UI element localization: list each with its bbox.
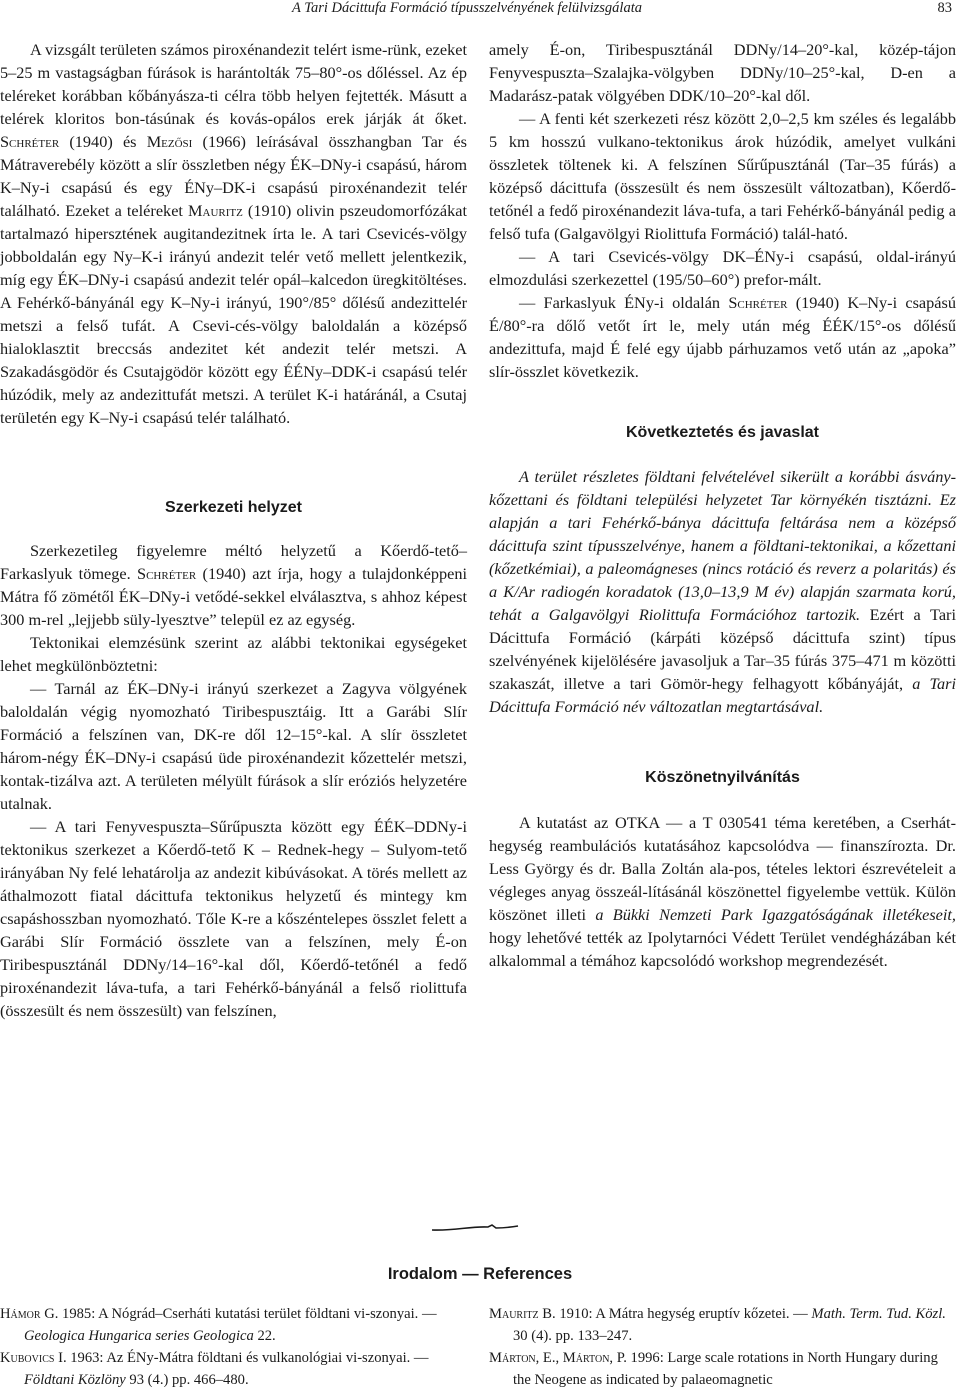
- paragraph-continued: amely É-on, Tiribespusztánál DDNy/14–20°-kal, közép-tájon Fenyvespuszta–Szalajka-völgyben DDNy/10–25°-kal, D-en a Madarász-patak völgyében DDK/10–20°-kal dől.: [489, 40, 956, 105]
- paragraph-structural-intro: [0, 539, 467, 631]
- italic-span: a Tari Dácittufa Formáció név változatlan megtartásával.: [489, 674, 956, 716]
- text-span: (1940) azt írja, hogy a tulajdonképpeni Mátra fő zömétől ÉK–DNy-i vetődé-sekkel elválasztva, s ahhoz képest 300 m-rel „lejjebb süly-lyesztve” települ ez az egység.: [0, 564, 468, 629]
- ref-tail: 22.: [253, 1328, 276, 1344]
- ref-text: 1985: A Nógrád–Cserháti kutatási terület földtani vi-szonyai. —: [58, 1306, 437, 1322]
- text-span: (1940) és: [59, 132, 147, 151]
- paragraph-tectonic-units: Tektonikai elemzésünk szerint az alábbi tektonikai egységeket lehet megkülönböztetni:: [0, 633, 467, 675]
- text-span: hogy lehetővé tették az Ipolytarnóci Védett Terület vendégházában két alkalommal a témához kapcsolódó workshop megrendezését.: [489, 928, 956, 970]
- paragraph-dikes: [0, 38, 467, 429]
- paragraph-fenyvespuszta: — A tari Fenyvespuszta–Sűrűpuszta között egy ÉÉK–DDNy-i tektonikus szerkezet a Kőerdő-tető K – Rednek-hegy – Sulyom-tető irányában Ny felé lehatárolja az andezit kibúvásokat. A törés mellett az áthalmozott fiatal dácittufa tektonikus helyzetű és mintegy km csapáshosszban nyomozható. Tőle K-re a kőszéntelepes összlet felett a Garábi Slír Formáció összlete van a felszínen, mely É-on Tiribespusztánál DDNy/14–16°-kal dől, Kőerdő-tetőnél a fedő piroxénandezit láva-tufa, a tari Fehérkő-bányánál a felső riolittufa (összesült és nem összesült) van felszínen,: [0, 817, 467, 1020]
- ref-journal: Math. Term. Tud. Közl.: [811, 1306, 946, 1322]
- paragraph-acknowledgements: [489, 811, 956, 972]
- page-header: [0, 0, 960, 16]
- ref-tail: 93 (4.) pp. 466–480.: [125, 1372, 249, 1388]
- ref-journal: Geologica Hungarica series Geologica: [24, 1328, 254, 1344]
- paragraph-conclusion: [489, 465, 956, 718]
- ref-author: Márton, E., Márton, P.: [489, 1350, 627, 1366]
- text-span: Ezért a Tari Dácittufa Formáció (kárpáti középső dácittufa szint) típus szelvényének kijelölésére javasoljuk a Tar–35 fúrás 375–471 m közötti szakaszát, illetve a tari Gömör-hegy felhagyott kőbányáját,: [489, 605, 957, 693]
- references-left: [0, 1303, 467, 1391]
- author-name: Mauritz: [188, 201, 243, 220]
- references-right: [489, 1303, 956, 1391]
- reference-item: [489, 1347, 956, 1391]
- reference-item: [489, 1303, 956, 1347]
- references-title: Irodalom — References: [387, 1265, 573, 1283]
- section-end-ornament: [430, 1222, 520, 1234]
- text-span: — Farkaslyuk ÉNy-i oldalán: [519, 293, 729, 312]
- author-name: Schréter: [137, 564, 197, 583]
- text-span: (1910) olivin pszeudomorfózákat tartalmazó hipersztének augitandezitnek írta le. A tari Csevicés-völgy jobboldalán egy Ny–K-i irányú andezit telér vető mellett jelentkezik, míg egy ÉK–DNy-i csapású andezit telér opál–kalcedon üregkitöltéses. A Fehérkő-bányánál egy K–Ny-i irányú, 190°/85° dőlésű andezittelér metszi a felső tufát. A Csevi-cés-völgy baloldalán a középső hialoklasztit breccsás andezitet két andezit telér metszi. A Szakadásgödör és Csutajgödör között egy ÉÉNy–DDK-i csapású telér húzódik, mely az andezittufát metszi. A terület K-i határánál, a Csutaj területén egy K–Ny-i csapású telér található.: [0, 201, 467, 427]
- paragraph-tarnal: — Tarnál az ÉK–DNy-i irányú szerkezet a Zagyva völgyének baloldalán végig nyomozható Tiribespusztáig. Itt a Garábi Slír Formáció a felszínen van, DK-re dől 12–15°-kal. A slír összletet három-négy ÉK–DNy-i csapású üde piroxénandezit kőzettelér metszi, kontak-tizálva azt. A területen mélyült fúrások a slír eróziós helyzetére utalnak.: [0, 679, 467, 813]
- text-span: (1966) leírásával összhangban Tar és Mátraverebély között a slír összletben négy ÉK–DNy-i csapású, három K–Ny-i csapású és egy ÉNy–DK-i csapású piroxénandezit telér található. Ezeket a teléreket: [0, 132, 467, 220]
- ref-author: Hámor G.: [0, 1306, 59, 1322]
- author-name: Schréter: [0, 132, 60, 151]
- left-column: [0, 38, 467, 1022]
- text-span: (1940) K–Ny-i csapású É/80°-ra dőlő vetőt írt le, mely után még ÉÉK/15°-os dőlésű andezittufa, majd É felé egy újabb párhuzamos vető után az „apoka” slír-összlet következik.: [489, 293, 956, 381]
- paragraph-graben: — A fenti két szerkezeti rész között 2,0–2,5 km széles és legalább 5 km hosszú vulkano-tektonikus árok húzódik, amelyet vulkáni összletek töltenek ki. A felszínen Sűrűpusztánál (Tar–35 fúrás) a középső dácittufa (összesült és nem összesült változatban), Kőerdő-tetőnél a fedő piroxénandezit láva-tufa, a tari Fehérkő-bányánál pedig a felső tufa (Galgavölgyi Riolittufa Formáció) talál-ható.: [489, 109, 956, 243]
- section-heading-acknowledgements: Köszönetnyilvánítás: [645, 769, 800, 786]
- ref-author: Kubovics I.: [0, 1350, 67, 1366]
- italic-span: a Bükki Nemzeti Park Igazgatóságának illetékeseit,: [595, 905, 957, 924]
- italic-span: A terület részletes földtani felvételével sikerült a korábbi ásvány-kőzettani és földtani települési helyzetet Tar környékén tisztázni. Ez alapján a tari Fehérkő-bánya dácittufa feltárása nem a középső dácittufa szint típusszelvénye, hanem a földtani-tektonikai, a kőzettani (kőzetkémiai), a paleomágneses (nincs rotáció és reverz a polaritás) és a K/Ar radiogén koradatok (13,0–13,9 M év) alapján szarmata korú, tehát a Galgavölgyi Riolittufa Formációhoz tartozik.: [489, 467, 956, 624]
- ref-journal: Földtani Közlöny: [24, 1372, 126, 1388]
- right-column: [489, 38, 956, 972]
- page-number: 83: [937, 0, 952, 16]
- text-span: A kutatást az OTKA — a T 030541 téma keretében, a Cserhát-hegység reambulációs kutatásához kapcsolódva — finanszírozta. Dr. Less György és dr. Balla Zoltán ala-pos, tételes lektori észrevételeit a végleges anyag összeál-lításánál köszönettel figyelembe vettük. Külön köszönet illeti: [489, 813, 956, 924]
- ref-text: 1910: A Mátra hegység eruptív kőzetei. —: [555, 1306, 812, 1322]
- reference-item: [0, 1303, 467, 1347]
- text-span: A vizsgált területen számos piroxénandezit telért isme-rünk, ezeket 5–25 m vastagságban fúrások is harántolták 75–80°-os dőléssel. Az ép teléreket korábban kőbányásza-ti célra több helyen fejtették. Másutt a telérek kloritos bon-tásúnak és kovás-opálos erek járják át őket.: [0, 40, 467, 128]
- ref-text: 1963: Az ÉNy-Mátra földtani és vulkanológiai vi-szonyai. —: [66, 1350, 429, 1366]
- text-span: Szerkezetileg figyelemre méltó helyzetű a Kőerdő-tető–Farkaslyuk tömege.: [0, 541, 467, 583]
- paragraph-farkaslyuk: [489, 291, 956, 383]
- ref-text: 1996: Large scale rotations in North Hungary during the Neogene as indicated by palaeomagnetic: [513, 1350, 938, 1388]
- author-name: Mezősi: [146, 132, 193, 151]
- ref-tail: 30 (4). pp. 133–247.: [513, 1328, 633, 1344]
- ref-author: Mauritz B.: [489, 1306, 556, 1322]
- section-heading-conclusion: Következtetés és javaslat: [626, 424, 819, 441]
- running-title: A Tari Dácittufa Formáció típusszelvényének felülvizsgálata: [292, 0, 642, 16]
- paragraph-csevices: — A tari Csevicés-völgy DK–ÉNy-i csapású, oldal-irányú elmozdulási szerkezettel (195/50–60°) prefor-mált.: [489, 247, 956, 289]
- reference-item: [0, 1347, 467, 1391]
- section-heading-structural: Szerkezeti helyzet: [165, 499, 302, 516]
- author-name: Schréter: [728, 293, 788, 312]
